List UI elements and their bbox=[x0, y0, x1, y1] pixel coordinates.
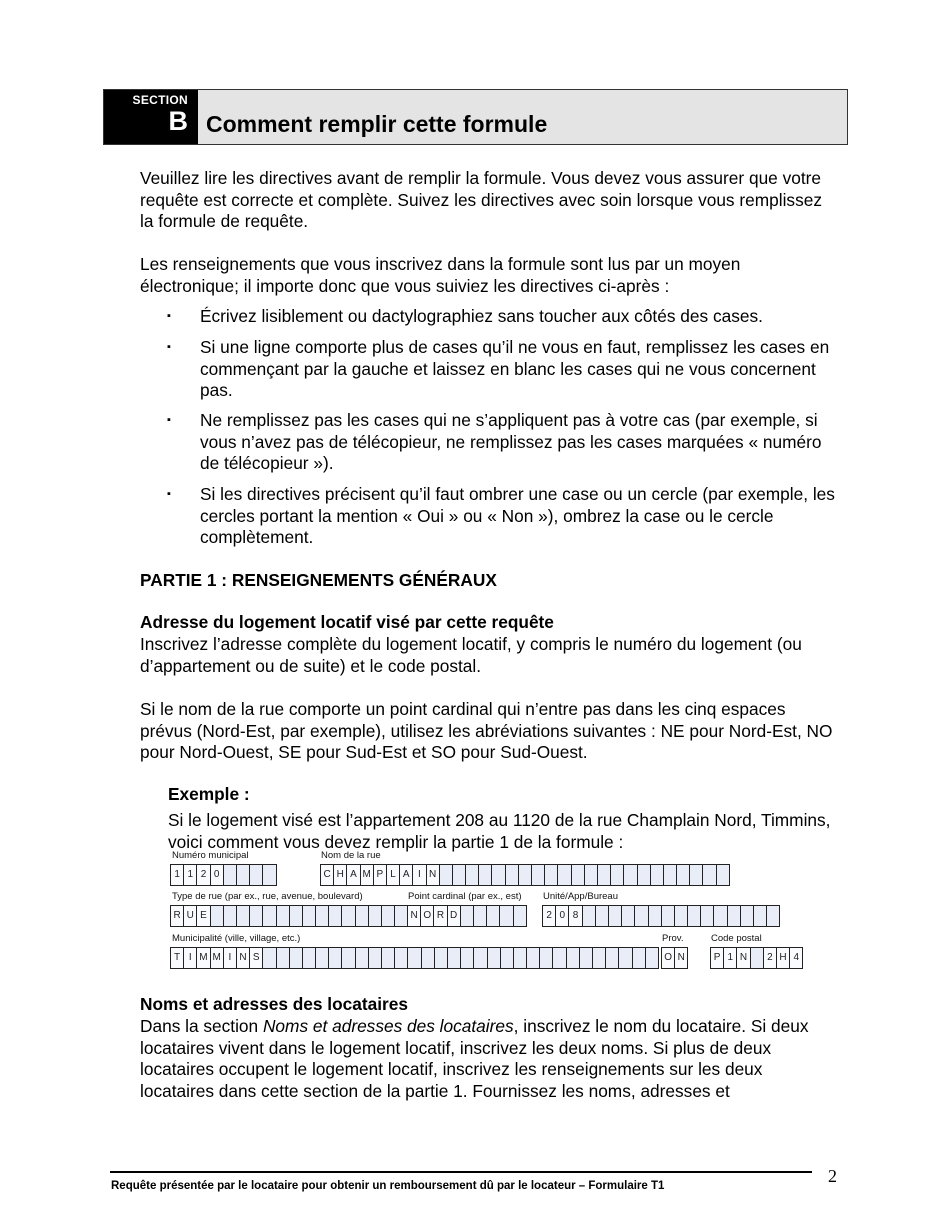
field-municipalite bbox=[170, 947, 658, 969]
char-box bbox=[407, 947, 421, 969]
bullet-item-2: Si une ligne comporte plus de cases qu’il ne vous en faut, remplissez les cases en commençant par la gauche et laissez en blanc les cases qui ne vous concernent pas. bbox=[200, 337, 830, 400]
field-label-numero-municipal: Numéro municipal bbox=[172, 850, 249, 861]
field-label-type-rue: Type de rue (par ex., rue, avenue, boulevard) bbox=[172, 891, 363, 902]
footer-text: Requête présentée par le locataire pour obtenir un remboursement dû par le locateur – Formulaire T1 bbox=[111, 1180, 665, 1192]
char-box bbox=[592, 947, 606, 969]
char-box bbox=[315, 905, 329, 927]
char-box: H bbox=[333, 864, 347, 886]
char-box bbox=[663, 864, 677, 886]
char-box bbox=[276, 947, 290, 969]
section-word: SECTION bbox=[132, 93, 188, 107]
char-box: 2 bbox=[196, 864, 210, 886]
char-box bbox=[447, 947, 461, 969]
char-box: N bbox=[674, 947, 688, 969]
char-box bbox=[557, 864, 571, 886]
char-box: 1 bbox=[170, 864, 184, 886]
bullet-item-1: Écrivez lisiblement ou dactylographiez sans toucher aux côtés des cases. bbox=[200, 306, 763, 326]
char-box bbox=[262, 947, 276, 969]
char-box bbox=[750, 947, 764, 969]
char-box bbox=[702, 864, 716, 886]
char-box: S bbox=[249, 947, 263, 969]
char-box bbox=[460, 947, 474, 969]
char-box bbox=[499, 905, 513, 927]
char-box: 8 bbox=[568, 905, 582, 927]
char-box bbox=[689, 864, 703, 886]
tenants-text-pre: Dans la section bbox=[140, 1016, 263, 1036]
char-box bbox=[645, 947, 659, 969]
field-label-unite: Unité/App/Bureau bbox=[543, 891, 618, 902]
field-unite bbox=[542, 905, 779, 927]
char-box: N bbox=[736, 947, 750, 969]
intro-paragraph-2: Les renseignements que vous inscrivez dans la formule sont lus par un moyen électronique; il importe donc que vous suiviez les directives ci-après : bbox=[140, 254, 741, 296]
char-box bbox=[579, 947, 593, 969]
char-box: E bbox=[196, 905, 210, 927]
char-box bbox=[571, 864, 585, 886]
example-heading: Exemple : bbox=[168, 784, 250, 804]
char-box bbox=[249, 905, 263, 927]
char-box bbox=[605, 947, 619, 969]
bullet-icon: ▪ bbox=[167, 341, 171, 353]
char-box bbox=[648, 905, 662, 927]
char-box bbox=[341, 905, 355, 927]
part1-title: PARTIE 1 : RENSEIGNEMENTS GÉNÉRAUX bbox=[140, 570, 497, 590]
char-box bbox=[394, 947, 408, 969]
char-box: M bbox=[196, 947, 210, 969]
char-box bbox=[262, 905, 276, 927]
field-label-code-postal: Code postal bbox=[711, 933, 762, 944]
char-box bbox=[716, 864, 730, 886]
char-box bbox=[223, 905, 237, 927]
char-box bbox=[421, 947, 435, 969]
char-box bbox=[368, 947, 382, 969]
char-box: R bbox=[433, 905, 447, 927]
page-number: 2 bbox=[828, 1166, 837, 1186]
field-nom-rue bbox=[320, 864, 729, 886]
section-title: Comment remplir cette formule bbox=[206, 111, 548, 137]
tenants-text-post: , inscrivez le nom du locataire. Si deux locataires vivent dans le logement locatif, inscrivez les deux noms. Si plus de deux locataires occupent le logement locatif, inscrivez les renseignements sur les deux locataires dans cette section de la partie 1. Fournissez les noms, adresses et bbox=[140, 1016, 809, 1101]
char-box bbox=[460, 905, 474, 927]
char-box: A bbox=[346, 864, 360, 886]
char-box bbox=[249, 864, 263, 886]
field-label-nom-rue: Nom de la rue bbox=[321, 850, 381, 861]
char-box bbox=[439, 864, 453, 886]
char-box bbox=[634, 905, 648, 927]
char-box bbox=[595, 905, 609, 927]
char-box: P bbox=[373, 864, 387, 886]
char-box: I bbox=[183, 947, 197, 969]
char-box bbox=[637, 864, 651, 886]
char-box bbox=[473, 905, 487, 927]
bullet-icon: ▪ bbox=[167, 310, 171, 322]
char-box: N bbox=[426, 864, 440, 886]
char-box bbox=[289, 905, 303, 927]
char-box bbox=[465, 864, 479, 886]
char-box: 4 bbox=[789, 947, 803, 969]
char-box: 2 bbox=[763, 947, 777, 969]
char-box bbox=[713, 905, 727, 927]
char-box bbox=[687, 905, 701, 927]
tenants-paragraph bbox=[140, 1016, 840, 1102]
tenants-text-italic: Noms et adresses des locataires bbox=[262, 1016, 514, 1036]
char-box bbox=[223, 864, 237, 886]
section-header bbox=[103, 89, 848, 145]
footer-rule bbox=[110, 1171, 812, 1173]
char-box: A bbox=[399, 864, 413, 886]
char-box bbox=[740, 905, 754, 927]
char-box bbox=[236, 864, 250, 886]
section-letter: B bbox=[168, 106, 188, 136]
char-box bbox=[505, 864, 519, 886]
char-box bbox=[328, 905, 342, 927]
char-box bbox=[753, 905, 767, 927]
char-box bbox=[381, 947, 395, 969]
char-box bbox=[315, 947, 329, 969]
char-box bbox=[302, 947, 316, 969]
char-box bbox=[513, 947, 527, 969]
char-box bbox=[355, 947, 369, 969]
char-box bbox=[210, 905, 224, 927]
char-box bbox=[623, 864, 637, 886]
char-box: 0 bbox=[555, 905, 569, 927]
bullet-icon: ▪ bbox=[167, 414, 171, 426]
char-box: O bbox=[661, 947, 675, 969]
char-box bbox=[341, 947, 355, 969]
char-box: 1 bbox=[723, 947, 737, 969]
char-box: U bbox=[183, 905, 197, 927]
char-box bbox=[276, 905, 290, 927]
char-box: D bbox=[447, 905, 461, 927]
char-box bbox=[618, 947, 632, 969]
example-paragraph: Si le logement visé est l’appartement 208 au 1120 de la rue Champlain Nord, Timmins, voici comment vous devez remplir la partie 1 de la formule : bbox=[168, 810, 831, 852]
bullet-item-3: Ne remplissez pas les cases qui ne s’appliquent pas à votre cas (par exemple, si vous n’avez pas de télécopieur, ne remplissez pas les cases marquées « numéro de télécopieur »). bbox=[200, 410, 822, 473]
char-box bbox=[487, 947, 501, 969]
field-label-prov: Prov. bbox=[662, 933, 684, 944]
char-box: M bbox=[210, 947, 224, 969]
char-box: 1 bbox=[183, 864, 197, 886]
char-box bbox=[434, 947, 448, 969]
char-box bbox=[500, 947, 514, 969]
bullet-icon: ▪ bbox=[167, 488, 171, 500]
char-box bbox=[491, 864, 505, 886]
field-prov bbox=[661, 947, 687, 969]
char-box bbox=[661, 905, 675, 927]
char-box bbox=[486, 905, 500, 927]
form-example bbox=[170, 850, 830, 972]
char-box: M bbox=[360, 864, 374, 886]
char-box: R bbox=[170, 905, 184, 927]
char-box bbox=[526, 947, 540, 969]
char-box: C bbox=[320, 864, 334, 886]
char-box: P bbox=[710, 947, 724, 969]
char-box bbox=[302, 905, 316, 927]
char-box bbox=[262, 864, 276, 886]
char-box: N bbox=[236, 947, 250, 969]
char-box bbox=[552, 947, 566, 969]
char-box: 2 bbox=[542, 905, 556, 927]
char-box bbox=[621, 905, 635, 927]
char-box bbox=[766, 905, 780, 927]
char-box bbox=[452, 864, 466, 886]
char-box bbox=[539, 947, 553, 969]
char-box bbox=[700, 905, 714, 927]
char-box bbox=[608, 905, 622, 927]
intro-paragraph-1: Veuillez lire les directives avant de remplir la formule. Vous devez vous assurer que votre requête est correcte et complète. Suivez les directives avec soin lorsque vous remplissez la formule de requête. bbox=[140, 168, 822, 231]
char-box bbox=[544, 864, 558, 886]
char-box bbox=[368, 905, 382, 927]
char-box: H bbox=[776, 947, 790, 969]
field-label-point-cardinal: Point cardinal (par ex., est) bbox=[408, 891, 522, 902]
field-point-cardinal bbox=[407, 905, 526, 927]
char-box bbox=[473, 947, 487, 969]
cardinal-paragraph: Si le nom de la rue comporte un point cardinal qui n’entre pas dans les cinq espaces prévus (Nord-Est, par exemple), utilisez les abréviations suivantes : NE pour Nord-Est, NO pour Nord-Ouest, SE pour Sud-Est et SO pour Sud-Ouest. bbox=[140, 699, 833, 762]
field-type-rue bbox=[170, 905, 407, 927]
field-numero-municipal bbox=[170, 864, 276, 886]
char-box: N bbox=[407, 905, 421, 927]
char-box bbox=[289, 947, 303, 969]
char-box: L bbox=[386, 864, 400, 886]
char-box bbox=[584, 864, 598, 886]
field-label-municipalite: Municipalité (ville, village, etc.) bbox=[172, 933, 301, 944]
char-box bbox=[236, 905, 250, 927]
char-box bbox=[674, 905, 688, 927]
char-box bbox=[355, 905, 369, 927]
char-box bbox=[566, 947, 580, 969]
char-box: T bbox=[170, 947, 184, 969]
char-box bbox=[582, 905, 596, 927]
char-box: I bbox=[412, 864, 426, 886]
char-box: 0 bbox=[210, 864, 224, 886]
char-box bbox=[676, 864, 690, 886]
section-tag bbox=[104, 90, 198, 144]
char-box bbox=[597, 864, 611, 886]
bullet-item-4: Si les directives précisent qu’il faut ombrer une case ou un cercle (par exemple, les cercles portant la mention « Oui » ou « Non »), ombrez la case ou le cercle complètement. bbox=[200, 484, 835, 547]
char-box bbox=[478, 864, 492, 886]
char-box bbox=[328, 947, 342, 969]
char-box bbox=[650, 864, 664, 886]
char-box bbox=[518, 864, 532, 886]
char-box bbox=[727, 905, 741, 927]
char-box bbox=[632, 947, 646, 969]
address-heading: Adresse du logement locatif visé par cette requête bbox=[140, 612, 554, 632]
field-code-postal bbox=[710, 947, 802, 969]
char-box bbox=[610, 864, 624, 886]
char-box bbox=[513, 905, 527, 927]
char-box: I bbox=[223, 947, 237, 969]
char-box bbox=[531, 864, 545, 886]
address-paragraph: Inscrivez l’adresse complète du logement locatif, y compris le numéro du logement (ou d’appartement ou de suite) et le code postal. bbox=[140, 634, 802, 676]
char-box bbox=[381, 905, 395, 927]
tenants-heading: Noms et adresses des locataires bbox=[140, 994, 409, 1014]
char-box: O bbox=[420, 905, 434, 927]
